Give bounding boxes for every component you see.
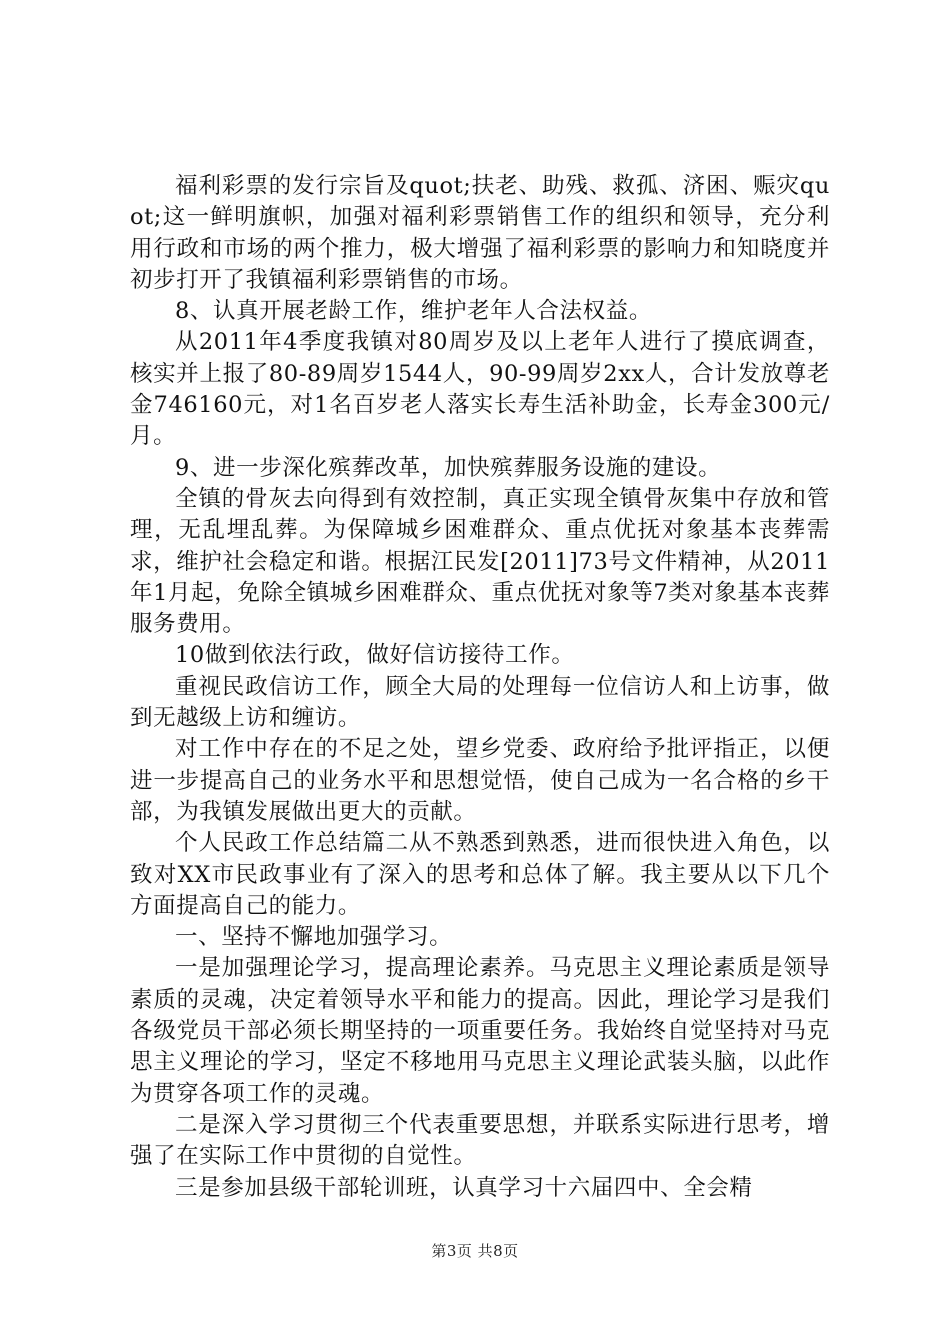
page-footer: 第3页 共8页 [431, 1242, 519, 1260]
paragraph-elderly-survey: 从2011年4季度我镇对80周岁及以上老年人进行了摸底调查，核实并上报了80-89周岁1544人，90-99周岁2xx人，合计发放尊老金746160元，对1名百岁老人落实长寿生活补助金，长寿金300元/月。 [130, 329, 830, 450]
paragraph-three-represents: 二是深入学习贯彻三个代表重要思想，并联系实际进行思考，增强了在实际工作中贯彻的自觉性。 [130, 1111, 830, 1170]
paragraph-petition: 重视民政信访工作，顾全大局的处理每一位信访人和上访事，做到无越级上访和缠访。 [130, 673, 830, 732]
heading-elderly-work: 8、认真开展老龄工作，维护老年人合法权益。 [175, 298, 652, 325]
paragraph-cadre-training: 三是参加县级干部轮训班，认真学习十六届四中、全会精 [175, 1174, 753, 1201]
paragraph-lottery: 福利彩票的发行宗旨及quot;扶老、助残、救孤、济困、赈灾quot;这一鲜明旗帜，加强对福利彩票销售工作的组织和领导，充分利用行政和市场的两个推力，极大增强了福利彩票的影响力和知晓度并初步打开了我镇福利彩票销售的市场。 [130, 173, 830, 293]
paragraph-funeral-services: 全镇的骨灰去向得到有效控制，真正实现全镇骨灰集中存放和管理，无乱埋乱葬。为保障城乡困难群众、重点优抚对象基本丧葬需求，维护社会稳定和谐。根据江民发[2011]73号文件精神，从2011年1月起，免除全镇城乡困难群众、重点优抚对象等7类对象基本丧葬服务费用。 [130, 485, 830, 638]
heading-petition-work: 10做到依法行政，做好信访接待工作。 [175, 642, 575, 669]
paragraph-summary-two-intro: 个人民政工作总结篇二从不熟悉到熟悉，进而很快进入角色，以致对XX市民政事业有了深入的思考和总体了解。我主要从以下几个方面提高自己的能力。 [130, 830, 830, 919]
paragraph-shortcomings: 对工作中存在的不足之处，望乡党委、政府给予批评指正，以便进一步提高自己的业务水平和思想觉悟，使自己成为一名合格的乡干部，为我镇发展做出更大的贡献。 [130, 736, 830, 825]
heading-funeral-reform: 9、进一步深化殡葬改革，加快殡葬服务设施的建设。 [175, 454, 722, 481]
paragraph-theory-study: 一是加强理论学习，提高理论素养。马克思主义理论素质是领导素质的灵魂，决定着领导水平和能力的提高。因此，理论学习是我们各级党员干部必须长期坚持的一项重要任务。我始终自觉坚持对马克思主义理论的学习，坚定不移地用马克思主义理论武装头脑，以此作为贯穿各项工作的灵魂。 [130, 955, 830, 1107]
heading-study: 一、坚持不懈地加强学习。 [175, 924, 453, 951]
document-body [130, 171, 830, 1204]
